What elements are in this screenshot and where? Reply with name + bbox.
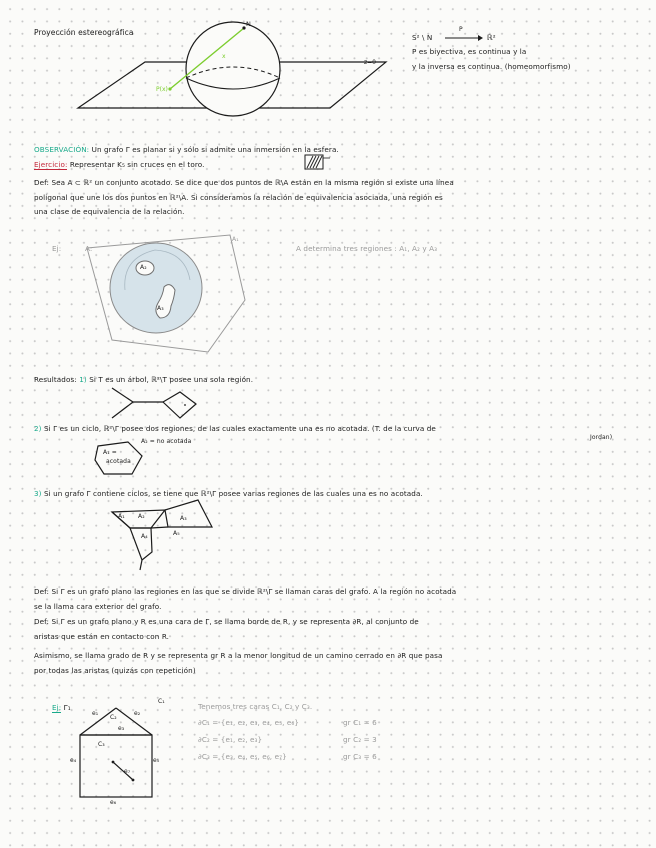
faces-intro: Tenemos tres caras C₁, C₂ y C₃. xyxy=(198,702,313,711)
results-label: Resultados: xyxy=(34,375,77,384)
result-1-num: 1) xyxy=(79,375,87,384)
bijective-text: P es biyectiva, es continua y la xyxy=(412,47,527,56)
face-C2-degree: gr C₂ = 3 xyxy=(343,735,377,744)
region-A1-label: A₁ xyxy=(232,236,239,243)
result-2-tail: Jordan) xyxy=(590,434,613,441)
example-regions-text: A determina tres regiones : A₁, A₂ y A₃ xyxy=(296,244,438,253)
multi-A4-label: A₄ xyxy=(141,533,148,540)
mapping-arrow-label: P xyxy=(459,26,463,33)
def-border-label: Def: xyxy=(34,617,50,626)
homeomorphism-text: y la inversa es continua. (homeomorfismo) xyxy=(412,62,571,71)
exercise-text: Representar K₅ sin cruces en el toro. xyxy=(69,160,205,169)
def-degree-line-1: Asimismo, se llama grado de R y se representa gr R a la menor longitud de un camino cerrado en ∂R que pasa xyxy=(34,651,443,660)
def-border-line-2: aristas que están en contacto con R. xyxy=(34,632,170,641)
def-faces-label: Def: xyxy=(34,587,50,596)
def-border-line-1: Si Γ es un grafo plano y R es una cara de Γ, se llama borde de R, y se representa ∂R, al conjunto de xyxy=(51,617,419,626)
graph-C3-label: C₃ xyxy=(98,741,105,748)
mapping-domain: S² \ N xyxy=(412,33,433,42)
def-degree-line-2: por todas las aristas (quizás con repetición) xyxy=(34,666,196,675)
def-line-1: Sea A ⊂ ℝ² un conjunto acotado. Se dice que dos puntos de ℝ\A están en la misma región si existe una línea xyxy=(51,178,454,187)
graph-C1-label: C₁ xyxy=(158,698,165,705)
graph-e7-label: e₇ xyxy=(124,768,131,775)
multi-A1-label: A₁ xyxy=(118,513,125,520)
example-faces-label: Ej: xyxy=(52,703,62,712)
face-C3-degree: gr C₃ = 6 xyxy=(343,752,377,761)
example-gamma: Γ₁ xyxy=(63,703,71,712)
graph-e5-label: e₅ xyxy=(153,757,160,764)
multi-A5-label: A₅ xyxy=(173,530,180,537)
region-A3-label: A₃ xyxy=(157,305,164,312)
exercise-label: Ejercicio: xyxy=(34,160,68,169)
def-label: Def: xyxy=(34,178,50,187)
result-2-text: Si Γ es un ciclo, ℝ²\Γ posee dos regiones, de las cuales exactamente una es no acotada. (T. de la curva de xyxy=(43,424,436,433)
graph-e6-label: e₆ xyxy=(110,799,117,806)
graph-e3-label: e₃ xyxy=(118,725,125,732)
def-faces-line-1: Si Γ es un grafo plano las regiones en las que se divide ℝ²\Γ se llaman caras del grafo. A la región no acotada xyxy=(51,587,457,596)
label-px: P(x) xyxy=(156,86,168,93)
face-C2-border: ∂C₂ = {e₁, e₂, e₃} xyxy=(198,735,263,744)
def-faces-line-2: se la llama cara exterior del grafo. xyxy=(34,602,162,611)
observation-text: Un grafo Γ es planar si y sólo si admite una inmersión en la esfera. xyxy=(91,145,339,154)
graph-e2-label: e₂ xyxy=(134,710,141,717)
result-3-num: 3) xyxy=(34,489,42,498)
def-line-2: poligonal que une los dos puntos en ℝ²\A. Si consideramos la relación de equivalencia asociada, una región es xyxy=(34,193,443,202)
result-3-text: Si un grafo Γ contiene ciclos, se tiene que ℝ²\Γ posee varias regiones de las cuales una es no acotada. xyxy=(43,489,423,498)
def-line-3: una clase de equivalencia de la relación. xyxy=(34,207,185,216)
face-C1-degree: gr C₁ = 6 xyxy=(343,718,377,727)
multi-A2-label: A₂ xyxy=(138,513,145,520)
region-A2-label: A₂ xyxy=(140,264,147,271)
result-1-text: Si T es un árbol, ℝ²\T posee una sola región. xyxy=(89,375,254,384)
graph-e1-label: e₁ xyxy=(92,710,99,717)
example-label: Ej: xyxy=(52,244,62,253)
face-C1-border: ∂C₁ = {e₁, e₂, e₃, e₄, e₅, e₆} xyxy=(198,718,300,727)
example-A: A: xyxy=(85,244,93,253)
label-N: N xyxy=(246,20,251,28)
multi-A3-label: A₃ xyxy=(180,515,187,522)
cycle-A1-bounded: acotada xyxy=(106,458,131,465)
cycle-A2-label: A₂ = no acotada xyxy=(141,438,192,445)
graph-C2-label: C₂ xyxy=(110,714,117,721)
label-z0: z=0 xyxy=(364,59,376,66)
cycle-A1-label: A₁ = xyxy=(103,449,117,456)
graph-e4-label: e₄ xyxy=(70,757,77,764)
mapping-codomain: ℝ² xyxy=(487,33,496,42)
section-title: Proyección estereográfica xyxy=(34,28,134,37)
label-x: x xyxy=(222,53,226,60)
result-2-num: 2) xyxy=(34,424,42,433)
face-C3-border: ∂C₃ = {e₃, e₄, e₅, e₆, e₇} xyxy=(198,752,287,761)
observation-label: OBSERVACIÓN: xyxy=(34,145,90,154)
